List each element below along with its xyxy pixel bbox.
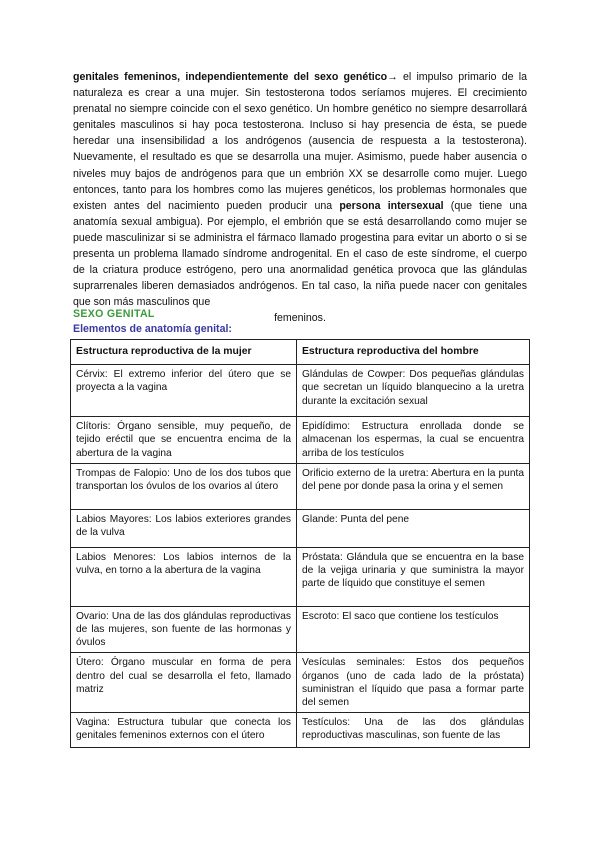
table-cell-male: Glande: Punta del pene xyxy=(297,509,530,547)
intro-text-last: femeninos. xyxy=(274,312,326,325)
intro-paragraph xyxy=(73,69,527,327)
intro-bold-lead: genitales femeninos, independientemente del sexo genético xyxy=(73,71,388,83)
table-cell-male: Próstata: Glándula que se encuentra en la base de la vejiga urinaria y que suministra la mayor parte de líquido que constituye el semen xyxy=(297,547,530,606)
table-cell-female: Labios Mayores: Los labios exteriores grandes de la vulva xyxy=(71,509,297,547)
section-title: SEXO GENITAL xyxy=(73,308,155,320)
table-row xyxy=(71,547,530,606)
table-cell-female: Trompas de Falopio: Uno de los dos tubos que transportan los óvulos de los ovarios al útero xyxy=(71,463,297,509)
table-cell-male: Testículos: Una de las dos glándulas reproductivas masculinas, son fuente de las xyxy=(297,713,530,748)
table-cell-male: Epidídimo: Estructura enrollada donde se almacenan los espermas, la cual se encuentra arriba de los testículos xyxy=(297,417,530,464)
table-row xyxy=(71,713,530,748)
intro-text-2: (que tiene una anatomía sexual ambigua). Por ejemplo, el embrión que se está desarrollando como mujer se puede masculinizar si se administra el fármaco llamado progestina para evitar un aborto o si se presenta un problema llamado síndrome androgenital. En el caso de este síndrome, el cuerpo de la criatura produce estrógeno, pero una anormalidad genética provoca que las glándulas suprarrenales liberen demasiados andrógenos. En tal caso, la niña puede nacer con genitales que son más masculinos que xyxy=(73,199,527,309)
table-cell-male: Vesículas seminales: Estos dos pequeños órganos (uno de cada lado de la próstata) suministran el líquido que pasa a formar parte del semen xyxy=(297,653,530,713)
table-cell-female: Vagina: Estructura tubular que conecta los genitales femeninos externos con el útero xyxy=(71,713,297,748)
anatomy-table xyxy=(70,339,530,748)
table-row xyxy=(71,653,530,713)
table-row xyxy=(71,509,530,547)
table-cell-female: Labios Menores: Los labios internos de la vulva, en torno a la abertura de la vagina xyxy=(71,547,297,606)
table-row xyxy=(71,606,530,653)
table-cell-female: Ovario: Una de las dos glándulas reproductivas de las mujeres, son fuente de las hormonas y óvulos xyxy=(71,606,297,653)
table-row xyxy=(71,365,530,417)
subsection-title: Elementos de anatomía genital: xyxy=(73,323,232,335)
intro-bold-term: persona intersexual xyxy=(339,199,444,212)
intro-arrow: → xyxy=(387,71,398,83)
table-cell-female: Útero: Órgano muscular en forma de pera dentro del cual se desarrolla el feto, llamado matriz xyxy=(71,653,297,713)
header-female: Estructura reproductiva de la mujer xyxy=(71,340,297,365)
table-header-row xyxy=(71,340,530,365)
table-cell-male: Glándulas de Cowper: Dos pequeñas glándulas que secretan un líquido blanquecino a la uretra durante la excitación sexual xyxy=(297,365,530,417)
table-cell-male: Escroto: El saco que contiene los testículos xyxy=(297,606,530,653)
table-cell-male: Orificio externo de la uretra: Abertura en la punta del pene por donde pasa la orina y el semen xyxy=(297,463,530,509)
table-cell-female: Clítoris: Órgano sensible, muy pequeño, de tejido eréctil que se encuentra encima de la abertura de la vagina xyxy=(71,417,297,464)
table-row xyxy=(71,417,530,464)
intro-text-1: el impulso primario de la naturaleza es crear a una mujer. Sin testosterona todos seríamos mujeres. El crecimiento prenatal no siempre coincide con el sexo genético. Un hombre genético no siempre desarrollará genitales masculinos si hay poca testosterona. Incluso si hay presencia de ésta, se puede heredar una insensibilidad a los andrógenos (ausencia de respuesta a la testosterona). Nuevamente, el resultado es que se desarrolla una mujer. Asimismo, puede haber ausencia o niveles muy bajos de andrógenos para que un embrión XX se desarrolle como mujer. Luego entonces, tanto para los hombres como las mujeres genéticos, los problemas hormonales que existen antes del nacimiento pueden producir una xyxy=(73,71,527,212)
header-male: Estructura reproductiva del hombre xyxy=(297,340,530,365)
table-cell-female: Cérvix: El extremo inferior del útero que se proyecta a la vagina xyxy=(71,365,297,417)
table-row xyxy=(71,463,530,509)
